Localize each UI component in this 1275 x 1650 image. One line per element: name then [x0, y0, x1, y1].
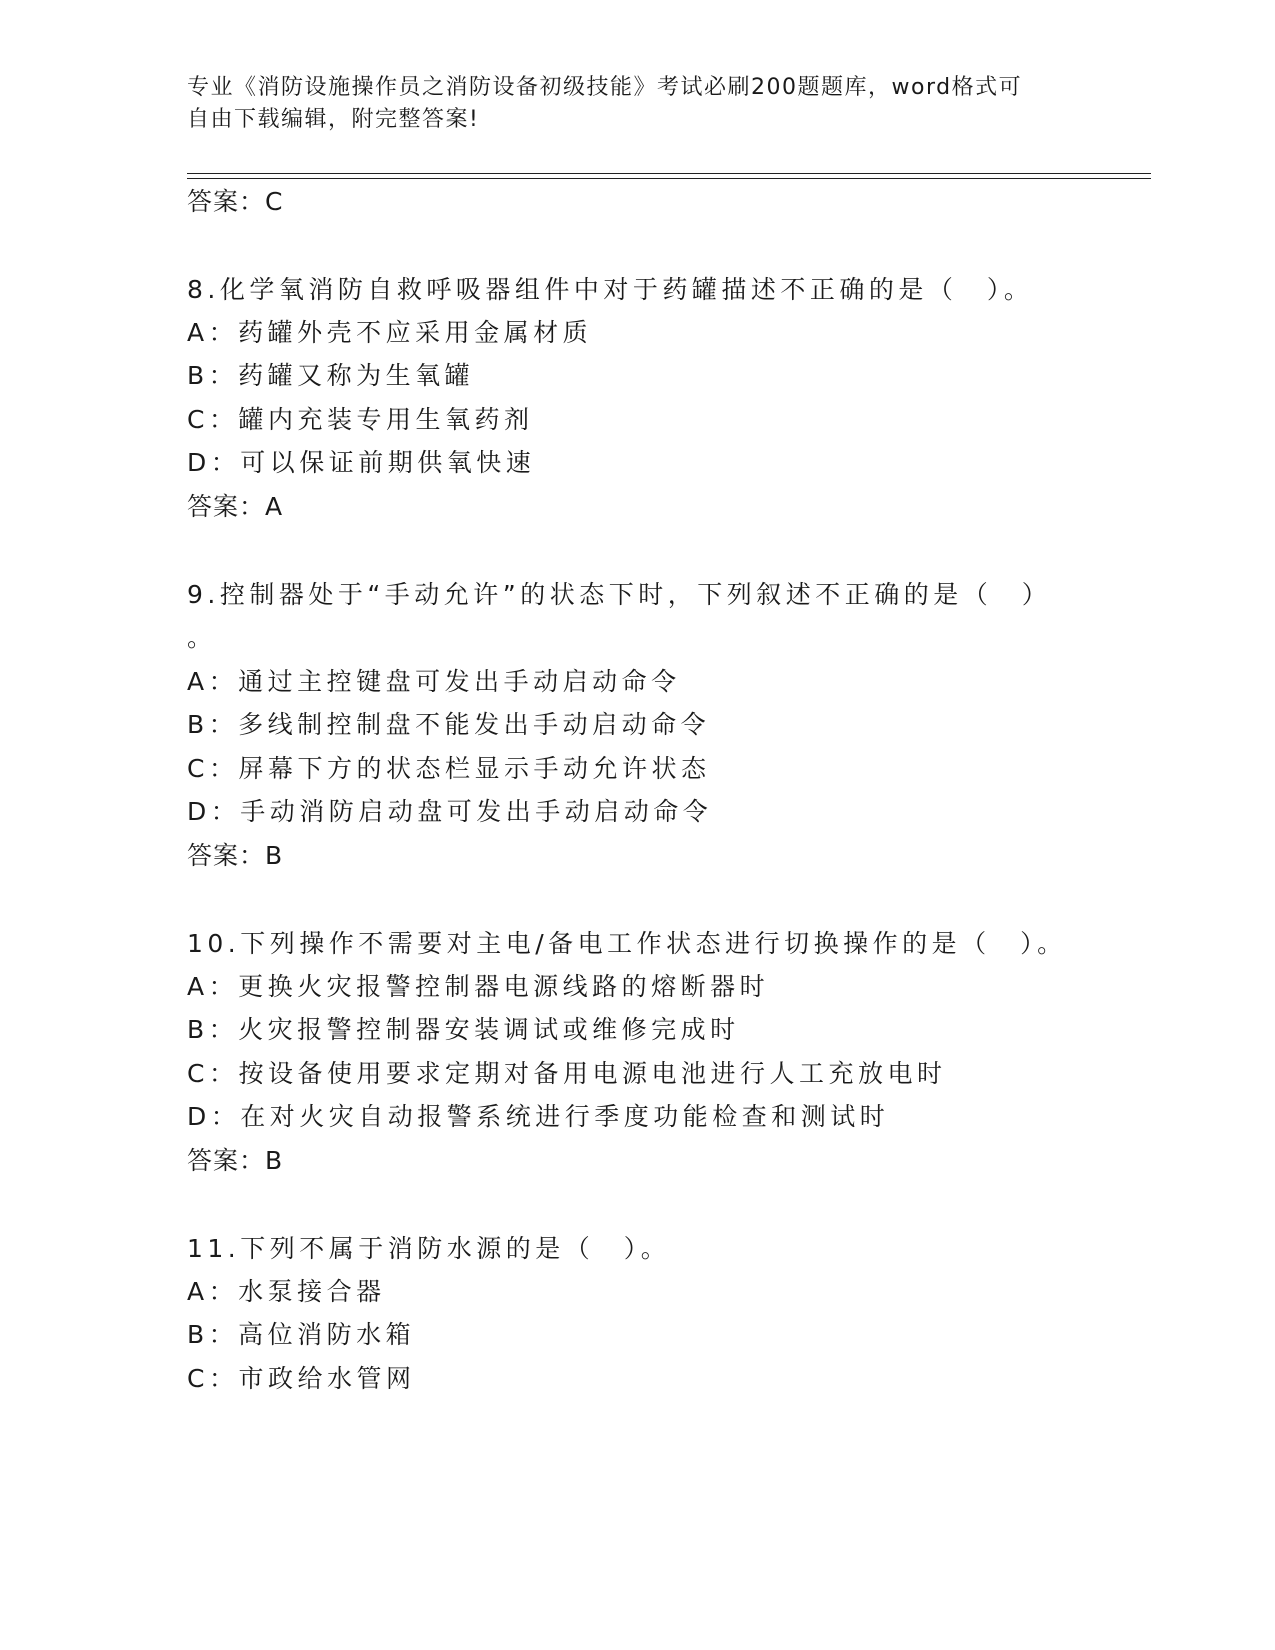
question-11-option-b: B：高位消防水箱	[187, 1320, 416, 1349]
question-8-option-b: B：药罐又称为生氧罐	[187, 361, 475, 390]
question-10-option-c: C：按设备使用要求定期对备用电源电池进行人工充放电时	[187, 1059, 947, 1088]
header-line-1: 专业《消防设施操作员之消防设备初级技能》考试必刷200题题库，word格式可	[187, 75, 1023, 100]
question-8-option-c: C：罐内充装专用生氧药剂	[187, 405, 534, 434]
question-9-answer: 答案：B	[187, 841, 284, 870]
question-8-option-a: A：药罐外壳不应采用金属材质	[187, 318, 593, 347]
question-10-option-d: D：在对火灾自动报警系统进行季度功能检查和测试时	[187, 1102, 890, 1131]
question-8-answer: 答案：A	[187, 492, 284, 521]
question-11-stem: 11.下列不属于消防水源的是（ ）。	[187, 1234, 671, 1263]
question-9-stem-end: 。	[187, 623, 217, 652]
question-9-option-b: B：多线制控制盘不能发出手动启动命令	[187, 710, 711, 739]
header-rule-bottom	[187, 178, 1151, 179]
question-11-option-a: A：水泵接合器	[187, 1277, 386, 1306]
question-8-stem: 8.化学氧消防自救呼吸器组件中对于药罐描述不正确的是（ ）。	[187, 275, 1034, 304]
question-10-stem: 10.下列操作不需要对主电/备电工作状态进行切换操作的是（ ）。	[187, 929, 1067, 958]
header-rule-top	[187, 173, 1151, 174]
question-9-stem: 9.控制器处于“手动允许”的状态下时，下列叙述不正确的是（ ）	[187, 580, 1052, 609]
question-9-option-d: D：手动消防启动盘可发出手动启动命令	[187, 797, 713, 826]
question-9-option-a: A：通过主控键盘可发出手动启动命令	[187, 667, 681, 696]
question-10-option-a: A：更换火灾报警控制器电源线路的熔断器时	[187, 972, 770, 1001]
question-9-option-c: C：屏幕下方的状态栏显示手动允许状态	[187, 754, 711, 783]
question-8-option-d: D：可以保证前期供氧快速	[187, 448, 536, 477]
answer-line: 答案：C	[187, 187, 284, 216]
question-10-option-b: B：火灾报警控制器安装调试或维修完成时	[187, 1015, 740, 1044]
question-10-answer: 答案：B	[187, 1146, 284, 1175]
question-11-option-c: C：市政给水管网	[187, 1364, 416, 1393]
header-line-2: 自由下载编辑，附完整答案!	[187, 107, 480, 132]
